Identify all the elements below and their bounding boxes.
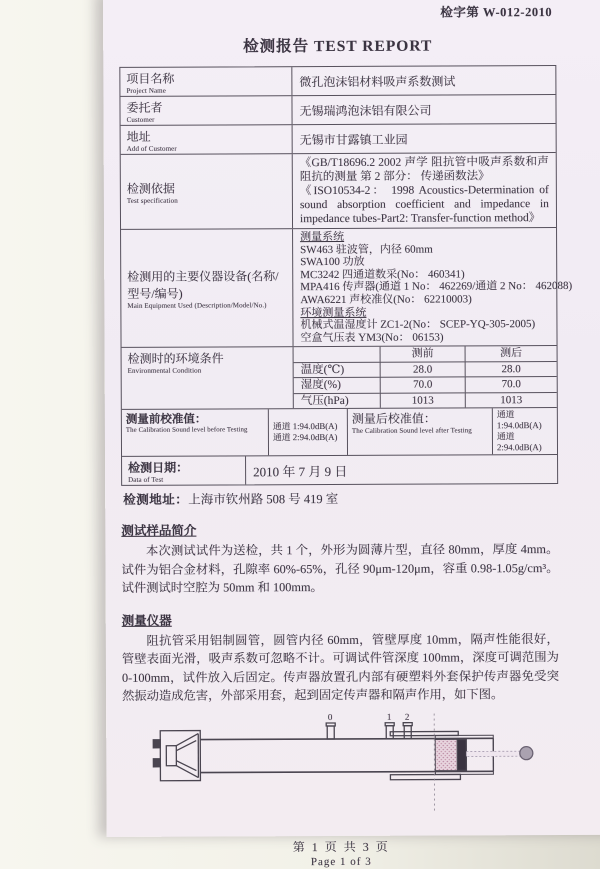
row-label — [121, 125, 293, 154]
equipment-item: 空盒气压表 YM3(No： 06153) — [300, 331, 572, 345]
env-empty-header — [294, 347, 380, 362]
row-label — [121, 154, 293, 229]
env-col-after: 测后 — [465, 346, 557, 361]
loudspeaker — [153, 730, 200, 780]
report-title: 检测报告 TEST REPORT — [119, 33, 556, 57]
section-measurement-instrument — [122, 609, 559, 706]
calibration-before-values — [269, 409, 348, 455]
table-row-main-equipment — [121, 227, 557, 347]
calibration-after-label — [348, 409, 493, 456]
row-value: 2010 年 7 月 9 日 — [246, 455, 557, 484]
env-col-before: 测前 — [380, 347, 465, 362]
row-label — [122, 457, 246, 486]
row-value — [293, 228, 579, 347]
table-row-environmental-condition — [122, 345, 557, 409]
env-before-value: 1013 — [380, 392, 465, 408]
channel-1-level: 通道 1:94.0dB(A) — [273, 421, 343, 432]
table-row-address — [121, 123, 556, 154]
label-en: Data of Test — [128, 476, 240, 484]
row-label — [120, 67, 292, 96]
row-value — [293, 153, 556, 228]
env-after-value: 1013 — [465, 392, 557, 408]
label-en: Environmental Condition — [128, 367, 288, 376]
equipment-item: SW463 驻波管，内径 60mm — [300, 243, 572, 257]
report-reference-number: 检字第 W-012-2010 — [119, 2, 556, 22]
env-after-value: 70.0 — [465, 376, 557, 392]
table-row-customer — [120, 94, 555, 125]
label-cn: 委托者 — [126, 98, 286, 116]
test-address-label: 检测地址： — [123, 493, 188, 507]
label-en: The Calibration Sound level before Testing — [126, 427, 264, 435]
channel-2-level: 通道 2:94.0dB(A) — [497, 431, 553, 453]
label-cn: 测量后校准值： — [352, 410, 488, 428]
table-row-test-specification — [121, 152, 556, 229]
equipment-group-title: 测量系统 — [300, 230, 572, 244]
label-cn: 检测依据 — [127, 179, 287, 197]
env-before-value: 70.0 — [380, 377, 465, 393]
equipment-group-title: 环境测量系统 — [300, 306, 572, 320]
report-content — [119, 2, 560, 869]
page-number-cn: 第 1 页 共 3 页 — [123, 837, 560, 856]
equipment-item: 机械式温湿度计 ZC1-2(No： SCEP-YQ-305-2005) — [300, 318, 572, 332]
label-cn: 项目名称 — [126, 69, 286, 87]
label-en: The Calibration Sound level after Testing — [352, 427, 488, 436]
section-heading: 测试样品简介 — [121, 519, 558, 539]
piston-rod — [466, 751, 521, 756]
row-value: 无锡瑞鸿泡沫铝有限公司 — [292, 95, 555, 124]
label-cn: 检测日期： — [128, 459, 240, 476]
test-sample — [435, 739, 457, 770]
env-param: 湿度(%) — [294, 377, 380, 393]
calibration-before-label — [122, 410, 269, 457]
section-body: 阻抗管采用铝制圆管，圆管内径 60mm，管壁厚度 10mm，隔声性能很好，管壁表面光滑，吸声系数可忽略不计。可调试件管深度 100mm，深度可调范围为 0-100mm，试件放入后固定。传声器放置孔内部有硬塑料外套保护传声器免受突然振动造成危害，外部采用套，起到固定传声器和隔声作用，如下图。 — [122, 630, 559, 706]
env-before-value: 28.0 — [380, 361, 465, 377]
label-en: Customer — [127, 115, 287, 124]
row-value: 微孔泡沫铝材料吸声系数测试 — [292, 66, 555, 95]
mic-label-2: 2 — [405, 712, 410, 722]
label-cn: 地址 — [127, 127, 287, 145]
label-cn: 测量前校准值： — [126, 411, 264, 428]
calibration-after-values — [493, 408, 557, 454]
spec-standard-iso: 《ISO10534-2： 1998 Acoustics-Determination of sound absorption coefficient and impedance in impedance tubes-Part2: Transfer-function method》 — [300, 183, 549, 226]
scanned-report-page — [103, 0, 600, 837]
label-en: Test specification — [127, 196, 287, 205]
label-en: Add of Customer — [127, 144, 287, 153]
page-number-en: Page 1 of 3 — [123, 855, 560, 869]
mic-label-1: 1 — [387, 712, 392, 722]
section-sample-description — [121, 519, 558, 597]
equipment-item: MPA416 传声器(通道 1 No： 462269/通道 2 No： 462088) — [300, 280, 572, 294]
impedance-tube-diagram — [122, 708, 560, 828]
table-row-test-date — [122, 454, 557, 485]
environment-grid — [294, 346, 557, 408]
table-row-calibration — [122, 407, 557, 456]
test-address-line — [121, 488, 558, 508]
microphone-0 — [326, 723, 335, 739]
test-address-value: 上海市钦州路 508 号 419 室 — [188, 492, 338, 507]
label-en: Project Name — [126, 86, 286, 95]
label-cn: 检测用的主要仪器设备(名称/型号/编号) — [127, 267, 287, 302]
report-header-table — [119, 65, 558, 486]
channel-1-level: 通道 1:94.0dB(A) — [497, 409, 553, 431]
row-label — [122, 348, 294, 410]
spec-standard-gb: 《GB/T18696.2 2002 声学 阻抗管中吸声系数和声阻抗的测量 第 2 部分： 传递函数法》 — [300, 155, 549, 184]
row-value: 无锡市甘露镇工业园 — [293, 124, 556, 153]
row-label — [120, 96, 292, 125]
label-cn: 检测时的环境条件 — [128, 350, 288, 368]
equipment-item: MC3242 四通道数采(No： 460341) — [300, 268, 572, 282]
mic-label-0: 0 — [328, 712, 333, 722]
env-param: 气压(hPa) — [294, 393, 380, 409]
channel-2-level: 通道 2:94.0dB(A) — [273, 432, 343, 443]
section-body: 本次测试试件为送检，共 1 个，外形为圆薄片型，直径 80mm，厚度 4mm。试件为铝合金材料，孔隙率 60%-65%，孔径 90μm-120μm，容重 0.98-1.05g/cm³。试件测试时空腔为 50mm 和 100mm。 — [121, 540, 558, 597]
env-param: 温度(℃) — [294, 362, 380, 378]
table-row-project-name — [120, 66, 555, 96]
equipment-item: SWA100 功放 — [300, 255, 572, 269]
section-heading: 测量仪器 — [122, 609, 559, 629]
piston — [457, 739, 466, 770]
label-en: Main Equipment Used (Description/Model/No.) — [127, 301, 287, 310]
equipment-item: AWA6221 声校准仪(No： 62210003) — [300, 293, 572, 307]
rod-knob — [520, 746, 533, 759]
row-label — [121, 229, 294, 347]
env-after-value: 28.0 — [465, 361, 557, 377]
